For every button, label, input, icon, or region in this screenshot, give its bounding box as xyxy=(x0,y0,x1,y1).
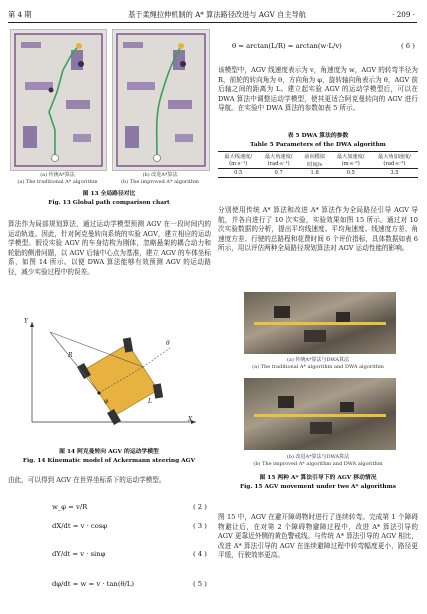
fig15-sub-a-en: (a) The traditional A* algorithm and DWA algorithm xyxy=(252,364,384,370)
table5-unit-3: 时间/s xyxy=(307,161,323,168)
right-paragraph-1: 该模型中，AGV 线速度表示为 v，角速度为 w，AGV 的转弯半径为 R，前轮的转向角为 θ，方向角为 φ，旋转轴向角表示为 θ，AGV 前后轴之间的距离为 L。建立起实验 AGV 的运动学模型后，可以在 DWA 算法中调整运动学模型，使其更适合阿克曼转向的 AGV 进行导航。在实验中 DWA 算法的参数如表 5 所示。 xyxy=(218,66,418,113)
fig14-label-y: Y xyxy=(24,318,28,325)
fig14-label-phi: φ xyxy=(104,398,109,405)
table5-value-2: 0.7 xyxy=(274,170,283,176)
photo-traditional-graphic xyxy=(244,292,396,354)
running-title: 基于柔绳拉伸机制的 A* 算法路径改进与 AGV 自主导航 xyxy=(128,10,306,19)
left-paragraph-2: 由此，可以得到 AGV 在世界坐标系下的运动学模型。 xyxy=(8,476,166,484)
fig15-caption-en: Fig. 15 AGV movement under two A* algorithms xyxy=(239,484,396,490)
fig13-sub-a-cn: (a) 传统A*算法 xyxy=(40,172,75,178)
equation-2-number: ( 2 ) xyxy=(193,503,207,511)
table5-value-1: 0.5 xyxy=(234,170,243,176)
equation-5-number: ( 5 ) xyxy=(193,580,207,588)
fig14-diagram xyxy=(20,318,200,430)
table5-value-4: 0.5 xyxy=(346,170,355,176)
map-traditional-astar xyxy=(10,29,107,171)
table5-unit-4: (m·s⁻²) xyxy=(341,161,360,167)
table5-header-1: 最大线速度/ xyxy=(224,153,253,160)
fig14-label-l: L xyxy=(148,398,152,405)
fig13-sub-b-en: (b) The improved A* algorithm xyxy=(121,179,199,185)
equation-6-number: ( 6 ) xyxy=(401,42,415,50)
fig15-sub-a-cn: (a) 传统A*算法与DWA算法 xyxy=(286,357,350,363)
equation-3: dX/dt = v · cosφ xyxy=(52,522,108,530)
header-rule xyxy=(8,22,417,23)
equation-5: dφ/dt = w = v · tan(θ/L) xyxy=(52,580,135,588)
equation-4-number: ( 4 ) xyxy=(193,550,207,558)
fig13-sub-b-cn: (b) 改进A*算法 xyxy=(142,172,178,178)
table5-value-3: 1.8 xyxy=(310,170,319,176)
equation-4: dY/dt = v · sinφ xyxy=(52,550,106,558)
fig14-caption-cn: 图 14 阿克曼转向 AGV 的运动学模型 xyxy=(59,449,159,455)
equation-3-number: ( 3 ) xyxy=(193,522,207,530)
page-number: · 209 · xyxy=(392,10,415,19)
fig14-label-theta: θ xyxy=(166,340,170,347)
table5-unit-1: (m·s⁻¹) xyxy=(229,161,248,167)
fig15-sub-b-cn: (b) 改进A*算法与DWA算法 xyxy=(286,454,350,460)
fig15-caption-cn: 图 15 两种 A* 算法引导下的 AGV 移动情况 xyxy=(259,475,377,481)
fig14-label-x: X xyxy=(188,416,193,423)
fig14-label-r: R xyxy=(68,352,73,359)
right-paragraph-2: 分别使用传统 A* 算法和改进 A* 算法作为全局路径引导 AGV 导航，并各自进行了 10 次实验，实验效果如图 15 所示。通过对 10 次实验数据的分析，提出平均线速度、平均角速度、线速度方差、角速度方差、行驶的总路程和花费时间 6 个评价指标，具体数据如表 6 所示，用以评估两种全局路径规划算法对 AGV 运动性能的影响。 xyxy=(218,206,418,253)
table5-header-3: 前向模拟 xyxy=(304,153,326,160)
journal-issue: 第 4 期 xyxy=(8,10,32,19)
map-improved-graphic xyxy=(113,30,209,170)
table5-unit-2: (rad·s⁻¹) xyxy=(267,161,290,167)
table5-header-4: 最大加速度/ xyxy=(336,153,365,160)
fig14-caption-en: Fig. 14 Kinematic model of Ackermann steering AGV xyxy=(22,458,196,464)
equation-2: w_φ = v/R xyxy=(52,503,88,511)
left-paragraph-1: 算法作为局部规划算法，通过运动学模型预测 AGV 在一段时间内的运动轨迹。因此，针对阿克曼转向系统的实验 AGV，建立相应的运动学模型。假设实验 AGV 的车身结构为刚体，忽略悬架的耦合动力和轮胎的侧滑问题，以 AGV 后轴中心点为基准，建立 AGV 的车体坐标系，如图 14 所示。以便 DWA 算法能够有效预测 AGV 的运动路径，减少实验过程中的误差。 xyxy=(8,220,211,276)
map-traditional-graphic xyxy=(11,30,106,170)
table5-unit-5: (rad·s⁻²) xyxy=(383,161,406,167)
right-paragraph-3: 图 15 中，AGV 在避开障碍物时进行了连续转弯。完成第 1 个障碍物避让后，在对第 2 个障碍物避障过程中，改进 A* 算法引导的 AGV 更靠近外侧的黄色警戒线。与传统 A* 算法引导的 AGV 相比，改进 A* 算法引导的 AGV 在连续避障过程中转弯幅度更小，路径更平缓，行驶效率更高。 xyxy=(218,513,418,560)
table5-header-2: 最大角速度/ xyxy=(264,153,293,160)
fig13-caption-cn: 图 13 全局路径对比 xyxy=(82,191,136,197)
table5-value-5: 3.5 xyxy=(390,170,399,176)
table5-title-cn: 表 5 DWA 算法的参数 xyxy=(287,133,349,139)
photo-traditional-dwa xyxy=(244,292,396,354)
table5 xyxy=(218,151,418,178)
fig13-sub-a-en: (a) The traditional A* algorithm xyxy=(17,179,98,185)
table5-title-en: Table 5 Parameters of the DWA algorithm xyxy=(250,142,386,148)
table5-header-5: 最大角加速度/ xyxy=(378,153,411,160)
photo-improved-dwa xyxy=(244,378,396,450)
map-improved-astar xyxy=(112,29,210,171)
equation-6: θ = arctan(L/R) = arctan(w·L/v) xyxy=(232,42,342,50)
photo-improved-graphic xyxy=(244,378,396,450)
fig14-graphic xyxy=(20,318,200,430)
fig13-caption-en: Fig. 13 Global path comparison chart xyxy=(48,200,170,206)
fig15-sub-b-en: (b) The improved A* algorithm and DWA algorithm xyxy=(253,461,383,467)
